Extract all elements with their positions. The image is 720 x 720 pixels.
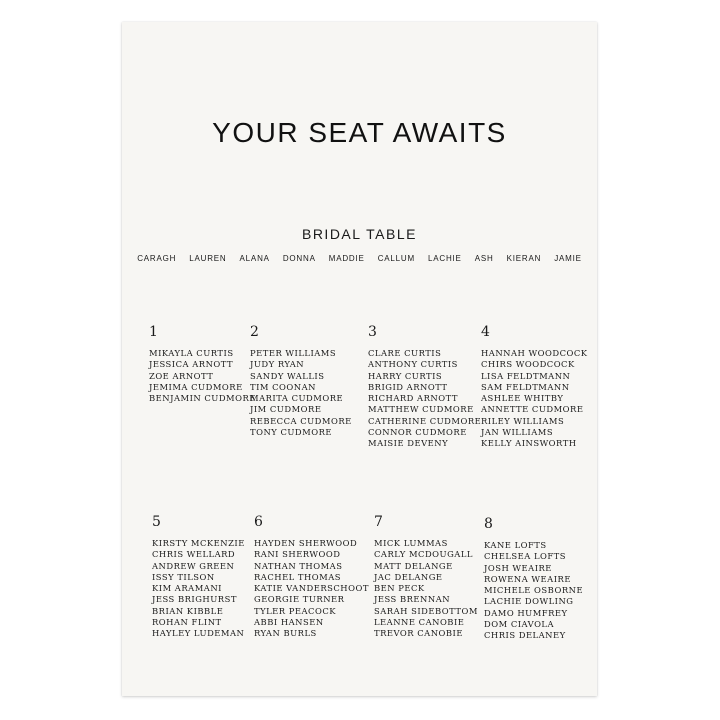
- guest-name: MICK LUMMAS: [374, 538, 448, 548]
- guest-name: KATIE VANDERSCHOOT: [254, 583, 369, 594]
- guest-name: HANNAH WOODCOCK: [481, 348, 588, 358]
- table-number: 8: [484, 516, 493, 532]
- guest-list: [484, 540, 583, 642]
- table-number: 3: [368, 324, 377, 340]
- guest-name: BENJAMIN CUDMORE: [149, 393, 256, 404]
- guest-name: CHELSEA LOFTS: [484, 551, 567, 562]
- guest-name: ZOE ARNOTT: [149, 370, 214, 381]
- guest-name: HARRY CURTIS: [368, 370, 443, 381]
- guest-name: CHRIS DELANEY: [484, 630, 566, 641]
- guest-name: TONY CUDMORE: [250, 427, 333, 438]
- guest-name: BRIGID ARNOTT: [368, 381, 448, 392]
- guest-name: MATT DELANGE: [374, 560, 453, 571]
- guest-name: MICHELE OSBORNE: [484, 585, 584, 596]
- guest-name: SAM FELDTMANN: [481, 381, 570, 392]
- seating-chart-card: [122, 22, 597, 696]
- guest-name: PETER WILLIAMS: [250, 348, 337, 358]
- guest-name: RILEY WILLIAMS: [481, 415, 565, 426]
- guest-name: KIRSTY MCKENZIE: [152, 538, 245, 548]
- guest-name: DAMO HUMFREY: [484, 607, 568, 618]
- bridal-name: MADDIE: [328, 254, 365, 263]
- guest-name: ANDREW GREEN: [152, 560, 235, 571]
- guest-list: [374, 538, 478, 640]
- guest-name: KIM ARAMANI: [152, 583, 222, 594]
- bridal-table-names: [122, 254, 597, 263]
- guest-name: CLARE CURTIS: [368, 348, 442, 358]
- table-number: 7: [374, 514, 383, 530]
- guest-name: ANTHONY CURTIS: [368, 359, 458, 370]
- guest-name: KANE LOFTS: [484, 540, 547, 550]
- guest-name: RANI SHERWOOD: [254, 549, 341, 560]
- guest-name: CARLY MCDOUGALL: [374, 549, 473, 560]
- page-title: YOUR SEAT AWAITS: [212, 117, 507, 148]
- guest-list: [250, 348, 352, 438]
- guest-name: JESS BRENNAN: [374, 594, 451, 605]
- guest-name: ROWENA WEAIRE: [484, 573, 571, 584]
- guest-name: JIM CUDMORE: [250, 404, 322, 415]
- guest-name: JESS BRIGHURST: [152, 594, 237, 605]
- guest-name: JAC DELANGE: [374, 571, 443, 582]
- bridal-name: LAUREN: [189, 254, 227, 263]
- guest-name: MATTHEW CUDMORE: [368, 404, 474, 415]
- guest-name: CHIRS WOODCOCK: [481, 359, 575, 370]
- guest-name: ANNETTE CUDMORE: [481, 404, 584, 415]
- table-5: [152, 514, 245, 640]
- guest-name: CONNOR CUDMORE: [368, 427, 467, 438]
- bridal-name: ASH: [474, 254, 494, 263]
- guest-list: [368, 348, 481, 450]
- guest-list: [149, 348, 256, 404]
- table-4: [481, 324, 588, 450]
- table-number: 1: [149, 324, 158, 340]
- guest-name: TREVOR CANOBIE: [374, 628, 463, 639]
- guest-name: TIM COONAN: [250, 381, 316, 392]
- guest-name: JESSICA ARNOTT: [149, 359, 234, 370]
- guest-list: [152, 538, 245, 640]
- guest-name: MIKAYLA CURTIS: [149, 348, 234, 358]
- guest-name: TYLER PEACOCK: [254, 605, 336, 616]
- guest-name: RICHARD ARNOTT: [368, 393, 458, 404]
- guest-name: JOSH WEAIRE: [484, 562, 552, 573]
- guest-name: GEORGIE TURNER: [254, 594, 345, 605]
- guest-name: RACHEL THOMAS: [254, 571, 342, 582]
- guest-name: LEANNE CANOBIE: [374, 617, 465, 628]
- bridal-name: LACHIE: [427, 254, 462, 263]
- bridal-table-heading: BRIDAL TABLE: [301, 226, 417, 242]
- guest-name: MAISIE DEVENY: [368, 438, 449, 449]
- guest-name: ROHAN FLINT: [152, 617, 222, 628]
- table-6: [254, 514, 369, 640]
- guest-name: HAYLEY LUDEMAN: [152, 628, 245, 639]
- guest-name: JEMIMA CUDMORE: [149, 381, 243, 392]
- guest-name: LACHIE DOWLING: [484, 596, 574, 607]
- guest-name: NATHAN THOMAS: [254, 560, 343, 571]
- table-3: [368, 324, 481, 450]
- guest-list: [481, 348, 588, 450]
- guest-name: KELLY AINSWORTH: [481, 438, 577, 449]
- table-number: 5: [152, 514, 161, 530]
- guest-name: CHRIS WELLARD: [152, 549, 236, 560]
- guest-name: MARITA CUDMORE: [250, 393, 344, 404]
- table-8: [484, 516, 583, 642]
- guest-name: ABBI HANSEN: [254, 617, 324, 628]
- guest-name: REBECCA CUDMORE: [250, 415, 352, 426]
- bridal-name: CARAGH: [137, 254, 177, 263]
- guest-name: JUDY RYAN: [250, 359, 305, 370]
- guest-name: JAN WILLIAMS: [481, 427, 554, 438]
- guest-list: [254, 538, 369, 640]
- guest-name: LISA FELDTMANN: [481, 370, 571, 381]
- bridal-name: ALANA: [239, 254, 270, 263]
- guest-name: BEN PECK: [374, 583, 425, 594]
- table-1: [149, 324, 256, 404]
- table-2: [250, 324, 352, 438]
- guest-name: ASHLEE WHITBY: [481, 393, 564, 404]
- table-number: 4: [481, 324, 490, 340]
- guest-name: HAYDEN SHERWOOD: [254, 538, 358, 548]
- guest-name: CATHERINE CUDMORE: [368, 415, 482, 426]
- bridal-name: KIERAN: [506, 254, 542, 263]
- guest-name: SARAH SIDEBOTTOM: [374, 605, 478, 616]
- guest-name: SANDY WALLIS: [250, 370, 325, 381]
- guest-name: BRIAN KIBBLE: [152, 605, 224, 616]
- table-7: [374, 514, 478, 640]
- bridal-name: CALLUM: [377, 254, 415, 263]
- bridal-name: DONNA: [282, 254, 316, 263]
- table-number: 2: [250, 324, 259, 340]
- guest-name: DOM CIAVOLA: [484, 619, 555, 630]
- guest-name: RYAN BURLS: [254, 628, 317, 639]
- table-number: 6: [254, 514, 263, 530]
- bridal-name: JAMIE: [554, 254, 582, 263]
- guest-name: ISSY TILSON: [152, 571, 215, 582]
